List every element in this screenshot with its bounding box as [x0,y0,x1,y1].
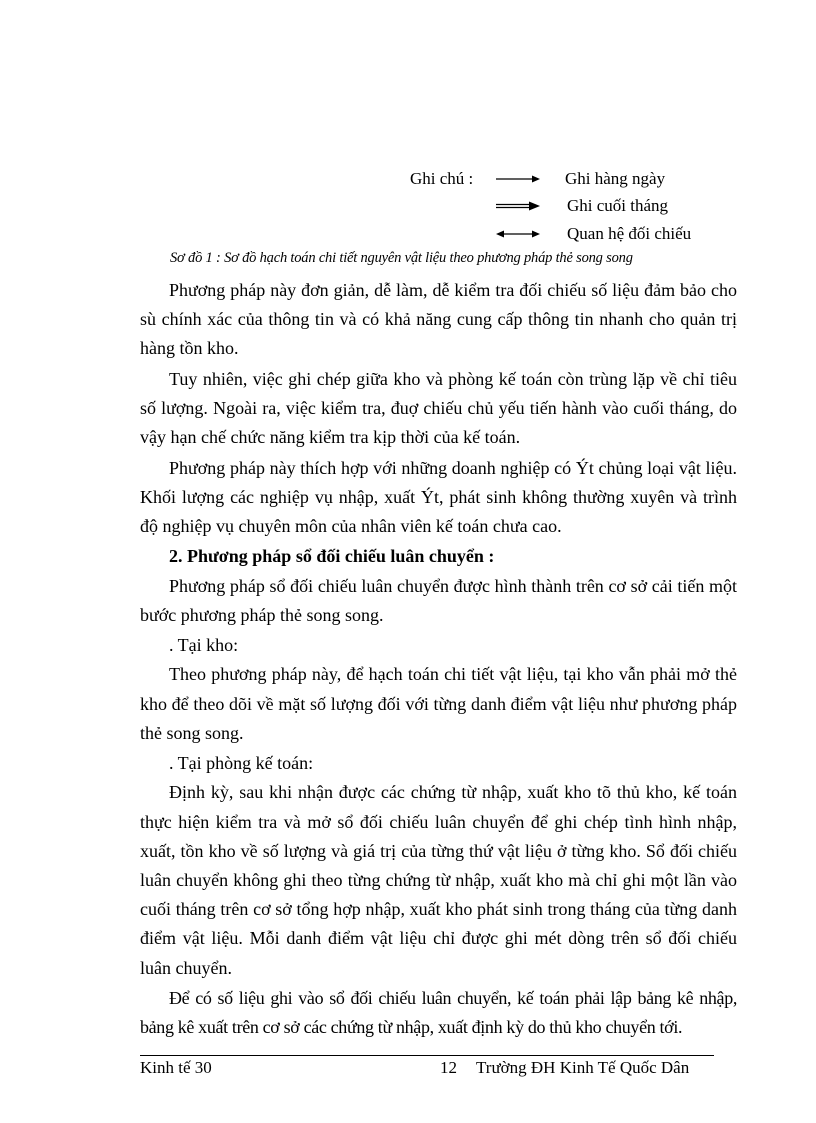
legend-item-daily: Ghi hàng ngày [565,169,666,188]
legend-row-monthly [410,193,730,219]
diagram-caption: Sơ đồ 1 : Sơ đồ hạch toán chi tiết nguyên vật liệu theo phương pháp thẻ song song [170,250,633,266]
legend-row-daily [410,166,730,192]
footer-right: Trường ĐH Kinh Tế Quốc Dân [476,1058,690,1077]
legend-label: Ghi chú : [410,169,474,188]
single-arrow-right-icon [496,174,540,184]
double-headed-arrow-icon [496,229,540,239]
paragraph-6: Định kỳ, sau khi nhận được các chứng từ nhập, xuất kho tõ thủ kho, kế toán thực hiện kiểm tra và mở sổ đối chiếu luân chuyển để ghi chép tình hình nhập, xuất, tồn kho về số lượng và giá trị của từng thứ vật liệu ở từng kho. Sổ đối chiếu luân chuyển không ghi theo từng chứng từ nhập, xuất kho mà chỉ ghi một lần vào cuối tháng trên cơ sở tổng hợp nhập, xuất kho phát sinh trong tháng của từng danh điểm vật liệu. Mỗi danh điểm vật liệu chỉ được ghi mét dòng trên sổ đối chiếu luân chuyển. [140,782,737,978]
body-text [140,276,737,1044]
footer-divider [140,1055,714,1056]
paragraph-1: Phương pháp này đơn giản, dễ làm, dễ kiểm tra đối chiếu số liệu đảm bảo cho sù chính xác của thông tin và có khả năng cung cấp thông tin nhanh cho quản trị hàng tồn kho. [140,280,737,359]
legend-item-monthly: Ghi cuối tháng [567,196,669,215]
paragraph-2: Tuy nhiên, việc ghi chép giữa kho và phòng kế toán còn trùng lặp về chỉ tiêu số lượng. Ngoài ra, việc kiểm tra, đuợ chiếu chủ yếu tiến hành vào cuối tháng, do vậy hạn chế chức năng kiểm tra kịp thời của kế toán. [140,368,737,448]
subheading-accounting: . Tại phòng kế toán: [169,753,314,774]
double-arrow-right-icon [496,201,540,211]
footer-left: Kinh tế 30 [140,1058,212,1077]
page-number: 12 [440,1058,457,1077]
paragraph-5: Theo phương pháp này, để hạch toán chi tiết vật liệu, tại kho vẫn phải mở thẻ kho để theo dõi về mặt số lượng đối với từng danh điểm vật liệu như phương pháp thẻ song song. [140,664,737,743]
paragraph-3: Phương pháp này thích hợp với những doanh nghiệp có Ýt chủng loại vật liệu. Khối lượng các nghiệp vụ nhập, xuất Ýt, phát sinh không thường xuyên và trình độ nghiệp vụ chuyên môn của nhân viên kế toán chưa cao. [140,457,737,536]
paragraph-4: Phương pháp sổ đối chiếu luân chuyển được hình thành trên cơ sở cải tiến một bước phương pháp thẻ song song. [140,575,737,625]
legend-item-reconcile: Quan hệ đối chiếu [567,224,692,243]
section-heading: 2. Phương pháp sổ đối chiếu luân chuyển : [169,546,495,567]
subheading-warehouse: . Tại kho: [169,635,239,656]
legend-row-reconcile [410,221,730,247]
paragraph-7: Để có số liệu ghi vào sổ đối chiếu luân chuyển, kế toán phải lập bảng kê nhập, bảng kê xuất trên cơ sở các chứng từ nhập, xuất định kỳ do thủ kho chuyển tới. [140,988,737,1038]
